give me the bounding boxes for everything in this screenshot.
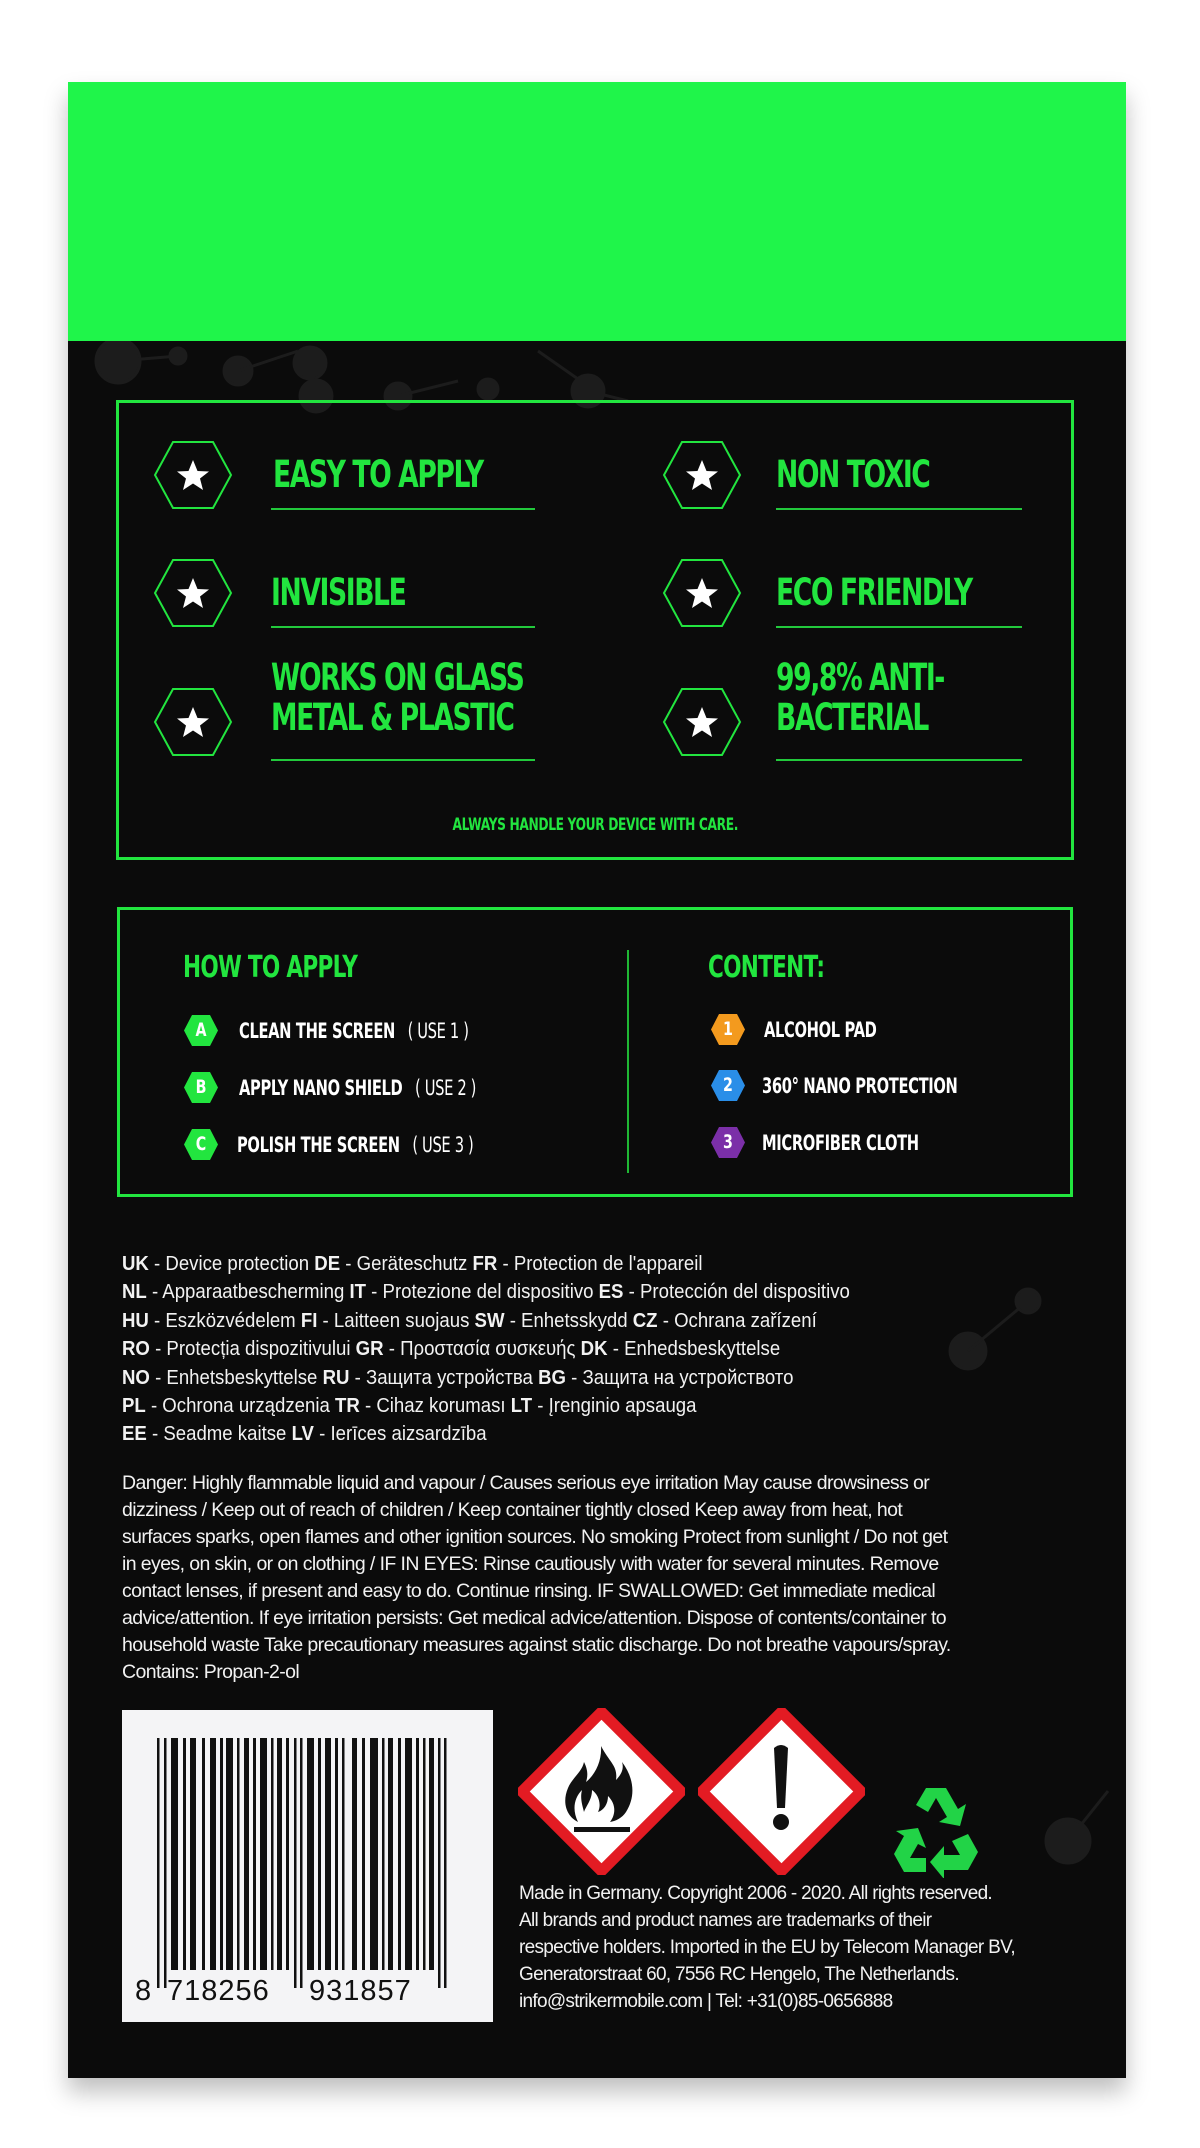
- translation-line: NO - Enhetsbeskyttelse RU - Защита устройства BG - Защита на устройството: [122, 1366, 794, 1389]
- hazard-line: surfaces sparks, open flames and other ignition sources. No smoking Protect from sunlight / Do not get: [122, 1526, 948, 1548]
- feature-label: BACTERIAL: [776, 696, 928, 739]
- hazard-line: household waste Take precautionary measures against static discharge. Do not breathe vapours/spray.: [122, 1634, 951, 1656]
- feature-underline: [271, 626, 535, 628]
- star-hexagon-icon: [662, 558, 742, 628]
- hazard-statement: [122, 1470, 1126, 1686]
- step-label: POLISH THE SCREEN ( USE 3 ): [237, 1133, 474, 1157]
- feature-underline: [776, 508, 1022, 510]
- content-label: ALCOHOL PAD: [764, 1018, 877, 1042]
- footer-line: respective holders. Imported in the EU by Telecom Manager BV,: [519, 1937, 1015, 1958]
- content-label: MICROFIBER CLOTH: [762, 1131, 919, 1155]
- feature-label: INVISIBLE: [271, 571, 406, 614]
- footer-line: All brands and product names are trademarks of their: [519, 1910, 932, 1931]
- step-label: APPLY NANO SHIELD ( USE 2 ): [239, 1076, 477, 1100]
- barcode-digits-left: 718256: [167, 1975, 270, 2007]
- translation-line: UK - Device protection DE - Geräteschutz FR - Protection de l'appareil: [122, 1253, 703, 1275]
- step-badge-label: A: [195, 1019, 207, 1041]
- features-panel: [116, 400, 1074, 860]
- feature-label: METAL & PLASTIC: [271, 696, 514, 739]
- how-to-apply-title: HOW TO APPLY: [183, 950, 358, 985]
- feature-underline: [271, 759, 535, 761]
- flammable-hazard-icon: [518, 1708, 685, 1875]
- star-hexagon-icon: [662, 687, 742, 757]
- hazard-line: advice/attention. If eye irritation persists: Get medical advice/attention. Dispose of contents/container to: [122, 1607, 947, 1629]
- translation-line: HU - Eszközvédelem FI - Laitteen suojaus SW - Enhetsskydd CZ - Ochrana zařízení: [122, 1309, 817, 1332]
- barcode-digit-first: 8: [135, 1975, 152, 2007]
- star-hexagon-icon: [153, 558, 233, 628]
- content-label: 360° NANO PROTECTION: [762, 1074, 958, 1098]
- translations-block: [122, 1250, 905, 1449]
- feature-label: EASY TO APPLY: [273, 453, 483, 496]
- content-badge-label: 3: [723, 1131, 733, 1153]
- feature-label: NON TOXIC: [776, 453, 930, 496]
- translation-line: PL - Ochrona urządzenia TR - Cihaz koruması LT - Įrenginio apsauga: [122, 1395, 697, 1418]
- green-header-band: [68, 82, 1126, 341]
- product-package-back: [68, 82, 1126, 2078]
- hazard-line: in eyes, on skin, or on clothing / IF IN EYES: Rinse cautiously with water for several minutes. Remove: [122, 1553, 939, 1575]
- hazard-line: Danger: Highly flammable liquid and vapour / Causes serious eye irritation May cause drowsiness or: [122, 1472, 930, 1494]
- hazard-line: contact lenses, if present and easy to do. Continue rinsing. IF SWALLOWED: Get immediate medical: [122, 1580, 936, 1602]
- step-label: CLEAN THE SCREEN ( USE 1 ): [239, 1019, 469, 1043]
- care-note: ALWAYS HANDLE YOUR DEVICE WITH CARE.: [452, 815, 738, 835]
- step-badge-label: B: [195, 1076, 207, 1098]
- content-badge-label: 1: [723, 1018, 733, 1040]
- step-badge-label: C: [195, 1133, 207, 1155]
- star-hexagon-icon: [153, 687, 233, 757]
- recycle-icon: [888, 1782, 984, 1878]
- feature-label: ECO FRIENDLY: [776, 571, 972, 614]
- hazard-line: Contains: Propan-2-ol: [122, 1661, 300, 1683]
- translation-line: NL - Apparaatbescherming IT - Protezione del dispositivo ES - Protección del dispositivo: [122, 1281, 850, 1304]
- feature-label: WORKS ON GLASS: [271, 656, 524, 699]
- hazard-line: dizziness / Keep out of reach of children / Keep container tightly closed Keep away from heat, hot: [122, 1499, 903, 1521]
- barcode-digits-right: 931857: [309, 1975, 412, 2007]
- feature-label: 99,8% ANTI-: [776, 656, 944, 699]
- exclamation-hazard-icon: [698, 1708, 865, 1875]
- footer-line: Generatorstraat 60, 7556 RC Hengelo, The Netherlands.: [519, 1964, 959, 1985]
- panel-divider: [627, 950, 629, 1173]
- feature-underline: [776, 759, 1022, 761]
- feature-underline: [776, 626, 1022, 628]
- star-hexagon-icon: [153, 440, 233, 510]
- translation-line: EE - Seadme kaitse LV - Ierīces aizsardzība: [122, 1423, 487, 1446]
- footer-line: Made in Germany. Copyright 2006 - 2020. All rights reserved.: [519, 1883, 993, 1904]
- content-badge-label: 2: [723, 1074, 733, 1096]
- barcode-label: [122, 1710, 493, 2022]
- feature-underline: [271, 508, 535, 510]
- content-title: CONTENT:: [708, 950, 825, 985]
- footer-contact: info@strikermobile.com | Tel: +31(0)85-0656888: [519, 1991, 893, 2012]
- translation-line: RO - Protecția dispozitivului GR - Προστασία συσκευής DK - Enhedsbeskyttelse: [122, 1338, 781, 1361]
- legal-footer: [519, 1880, 1015, 2015]
- star-hexagon-icon: [662, 440, 742, 510]
- instructions-panel: [117, 907, 1073, 1197]
